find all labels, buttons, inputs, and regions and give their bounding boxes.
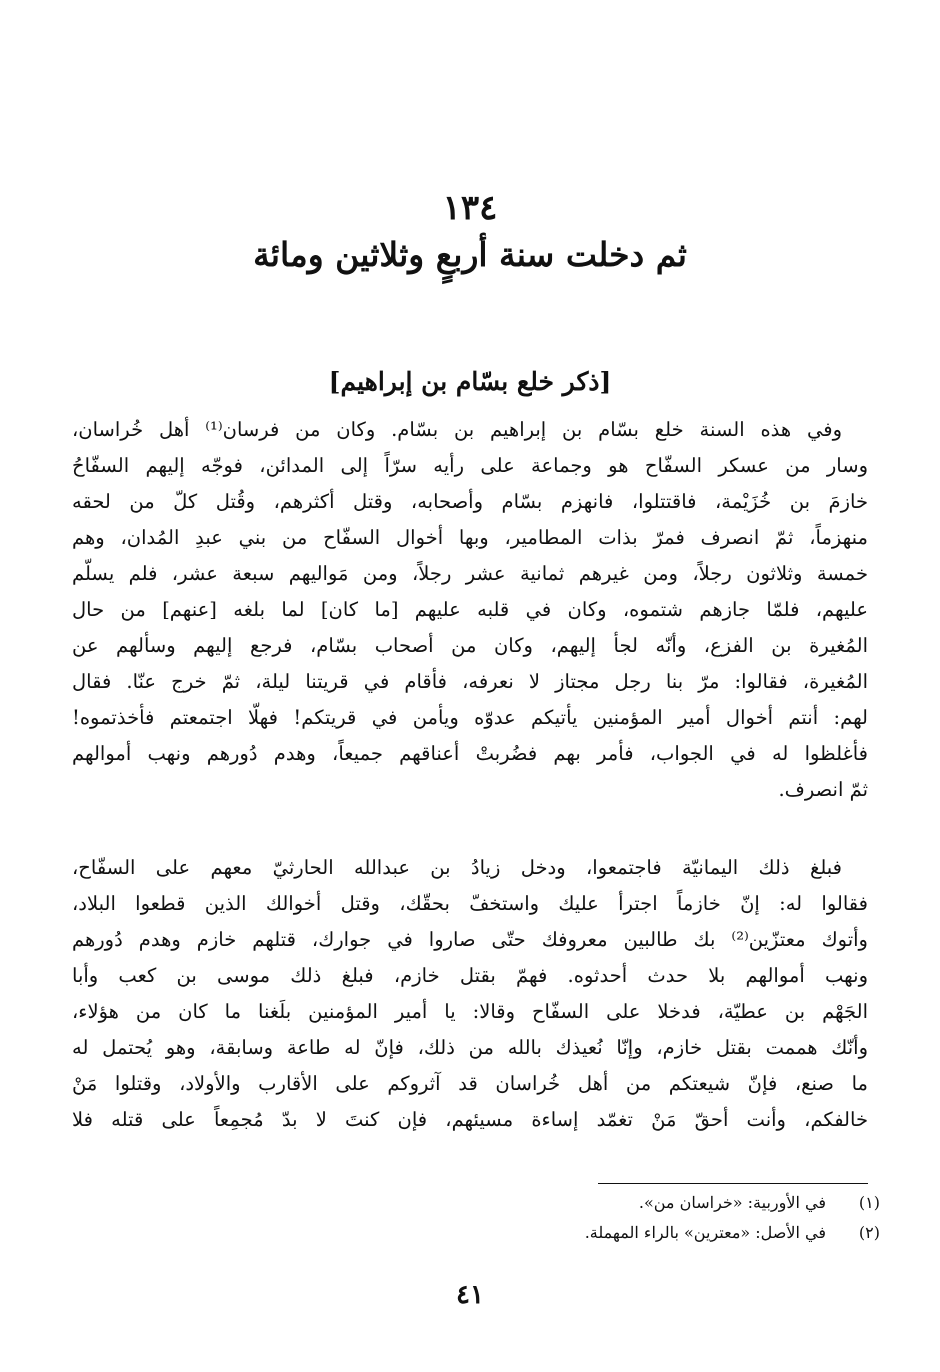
text-line: الجَهْم بن عطيّة، فدخلا على السفّاح وقالا: يا أمير المؤمنين بلَغنا ما كان من هؤلاء، [72, 1000, 868, 1023]
text-line: خمسة وثلاثون رجلاً، ومن غيرهم ثمانية عشر رجلاً، ومن مَواليهم سبعة عشر، فلم يسلّم [72, 562, 868, 585]
text-line: وأتوك معتزّين⁽²⁾ بك طالبين معروفك حتّى صاروا في جوارك، قتلهم خازم وهدم دُورهم [72, 928, 868, 951]
footnote-1 [120, 1188, 880, 1218]
footnote-number: (٢) [858, 1223, 880, 1242]
text-line: المُغيرة بن الفزع، وأنّه لجأ إليهم، وكان من أصحاب بسّام، فرجع إليهم وسألهم عن [72, 634, 868, 657]
text-line: فأغلظوا له في الجواب، فأمر بهم فضُربتْ أعناقهم جميعاً، وهدم دُورهم ونهب أموالهم [72, 742, 868, 765]
text-line: المُغيرة، فقالوا: مرّ بنا رجل مجتاز لا نعرفه، فأقام في قريتنا ليلة، ثمّ خرج عنّا. فقال [72, 670, 868, 693]
footnote-text: في الأوربية: «خراسان من». [638, 1193, 826, 1212]
text-line: ونهب أموالهم بلا حدث أحدثوه. فهمّ بقتل خازم، فبلغ ذلك موسى بن كعب وأبا [72, 964, 868, 987]
text-line: فبلغ ذلك اليمانيّة فاجتمعوا، ودخل زيادُ بن عبدالله الحارثيّ معهم على السفّاح، [72, 856, 842, 879]
text-line: ثمّ انصرف. [778, 778, 868, 801]
text-line: ما صنع، فإنّ شيعتكم من أهل خُراسان قد آثروكم على الأقارب والأولاد، وقتلوا مَنْ [72, 1072, 868, 1095]
page-number: ٤١ [456, 1280, 484, 1310]
text-line: لهم: أنتم أخوال أمير المؤمنين يأتيكم عدوّه ويأمن في قريتكم! فهلّا اجتمعتم فأخذتموه! [72, 706, 868, 729]
paragraph-1 [72, 412, 868, 808]
chapter-title: ثم دخلت سنة أربعٍ وثلاثين ومائة [253, 235, 687, 274]
footnote-number: (١) [858, 1193, 880, 1212]
footnote-2 [120, 1218, 880, 1248]
paragraph-2 [72, 850, 868, 1138]
text-line: وفي هذه السنة خلع بسّام بن إبراهيم بن بسّام. وكان من فرسان⁽¹⁾ أهل خُراسان، [72, 418, 843, 441]
text-line: خالفكم، وأنت أحقّ مَنْ تغمّد إساءة مسيئهم، فإن كنتَ لا بدّ مُجمِعاً على قتله فلا [72, 1108, 868, 1131]
year-number: ١٣٤ [442, 188, 498, 228]
text-line: وسار من عسكر السفّاح هو وجماعة على رأيه سرّاً إلى المدائن، فوجّه إليهم السفّاحُ [72, 454, 868, 477]
footnotes [120, 1188, 880, 1248]
footnote-text: في الأصل: «معترين» بالراء المهملة. [584, 1223, 826, 1242]
text-line: منهزماً، ثمّ انصرف فمرّ بذات المطامير، وبها أخوال السفّاح من بني عبدِ المُدان، وهم [72, 526, 868, 549]
text-line: فقالوا له: إنّ خازماً اجترأ عليك واستخفّ بحقّك، وقتل أخوالك الذين قطعوا البلاد، [72, 892, 868, 915]
footnote-divider [598, 1183, 868, 1184]
section-heading: [ذكر خلع بسّام بن إبراهيم] [328, 367, 612, 396]
text-line: وأنّك هممت بقتل خازم، وإنّا نُعيذك بالله من ذلك، فإنّ له طاعة وسابقة، وهو يُحتمل له [72, 1036, 868, 1059]
text-line: عليهم، فلمّا جازهم شتموه، وكان في قلبه عليهم [ما كان] لما بلغه [عنهم] من حال [72, 598, 868, 621]
text-line: خازمَ بن خُزَيْمة، فاقتتلوا، فانهزم بسّام وأصحابه، وقتل أكثرهم، وقُتل كلّ من لحقه [72, 490, 868, 513]
